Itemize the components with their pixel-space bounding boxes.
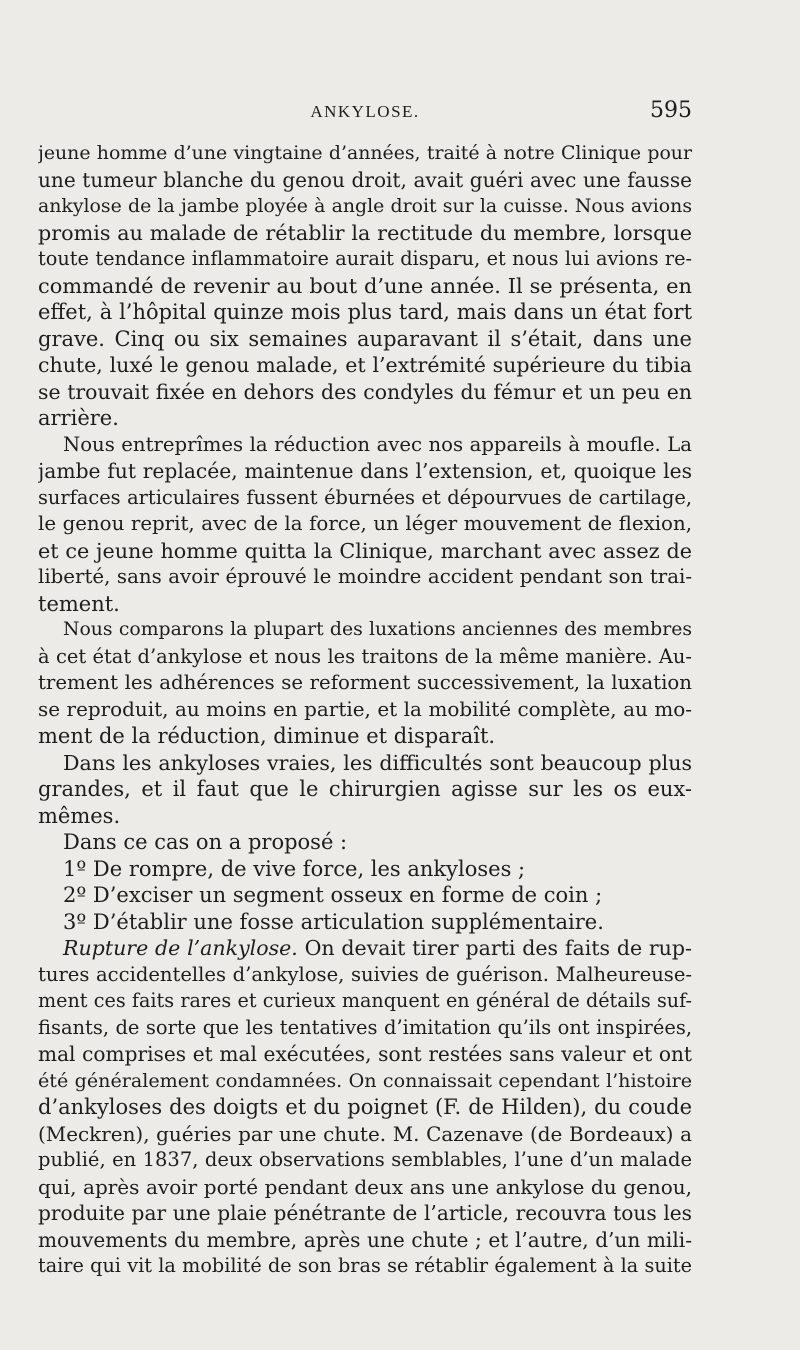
text-line: ment de la réduction, diminue et disparaît. [38,724,496,748]
list-item: 2º D’exciser un segment osseux en forme de coin ; [63,883,603,907]
text-line: commandé de revenir au bout d’une année. Il se présenta, en [38,273,692,298]
text-line: effet, à l’hôpital quinze mois plus tard, mais dans un état fort [38,300,692,324]
text-line: qui, après avoir porté pendant deux ans une ankylose du genou, [38,1174,692,1199]
text-line: (Meckren), guéries par une chute. M. Cazenave (de Bordeaux) a [38,1121,692,1146]
text-line: ankylose de la jambe ployée à angle droit sur la cuisse. Nous avions [38,195,692,217]
text-line: d’ankyloses des doigts et du poignet (F. de Hilden), du coude [38,1095,692,1119]
text-line: publié, en 1837, deux observations semblables, l’une d’un malade [38,1148,692,1171]
text-line: tures accidentelles d’ankylose, suivies de guérison. Malheureuse- [38,962,692,986]
text-line: le genou reprit, avec de la force, un léger mouvement de flexion, [38,512,692,535]
text-line: chute, luxé le genou malade, et l’extrémité supérieure du tibia [38,353,692,377]
text-line: Nous comparons la plupart des luxations anciennes des membres [63,619,692,640]
list-item: 3º D’établir une fosse articulation supplémentaire. [63,909,604,934]
text-line: promis au malade de rétablir la rectitude du membre, lorsque [38,220,692,245]
section-heading: Rupture de l’ankylose. [63,936,298,960]
text-line: trement les adhérences se reforment successivement, la luxation [38,671,692,694]
text-line-tail: On devait tirer parti des faits de rup- [297,936,692,960]
text-line: arrière. [38,406,119,430]
text-line: toute tendance inflammatoire aurait disparu, et nous lui avions re- [38,247,692,270]
text-line: Dans ce cas on a proposé : [63,830,348,854]
text-line: jambe fut replacée, maintenue dans l’extension, et, quoique les [38,459,692,483]
text-line [38,935,692,962]
text-line: liberté, sans avoir éprouvé le moindre accident pendant son trai- [38,565,692,588]
text-line: Nous entreprîmes la réduction avec nos appareils à moufle. La [63,432,692,456]
text-line: tement. [38,591,120,616]
text-line: mal comprises et mal exécutées, sont restées sans valeur et ont [38,1042,692,1066]
running-head [38,98,692,130]
text-line: Dans les ankyloses vraies, les difficultés sont beaucoup plus [63,750,692,775]
text-line: grandes, et il faut que le chirurgien agisse sur les os eux- [38,777,692,801]
text-line: mêmes. [38,803,121,828]
page-number: 595 [650,98,692,123]
text-line: une tumeur blanche du genou droit, avait guéri avec une fausse [38,167,692,192]
text-line: se reproduit, au moins en partie, et la mobilité complète, au mo- [38,697,692,721]
text-line: à cet état d’ankylose et nous les traitons de la même manière. Au- [38,644,692,668]
text-line: grave. Cinq ou six semaines auparavant il s’était, dans une [38,326,692,351]
text-line: se trouvait fixée en dehors des condyles du fémur et un peu en [38,379,692,404]
text-line: surfaces articulaires fussent éburnées et dépourvues de cartilage, [38,485,692,509]
text-line: taire qui vit la mobilité de son bras se rétablir également à la suite [38,1254,692,1277]
text-line: produite par une plaie pénétrante de l’article, recouvra tous les [38,1201,692,1225]
body-text [38,140,692,1280]
text-line: jeune homme d’une vingtaine d’années, traité à notre Clinique pour [38,142,692,164]
running-title: ANKYLOSE. [310,102,420,121]
text-line: ment ces faits rares et curieux manquent en général de détails suf- [38,989,692,1012]
list-item: 1º De rompre, de vive force, les ankyloses ; [63,856,526,881]
text-line: été généralement condamnées. On connaissait cependant l’histoire [38,1069,692,1092]
text-line: mouvements du membre, après une chute ; et l’autre, d’un mili- [38,1227,692,1252]
text-line: fisants, de sorte que les tentatives d’imitation qu’ils ont inspirées, [38,1015,692,1039]
text-line: et ce jeune homme quitta la Clinique, marchant avec assez de [38,538,692,563]
